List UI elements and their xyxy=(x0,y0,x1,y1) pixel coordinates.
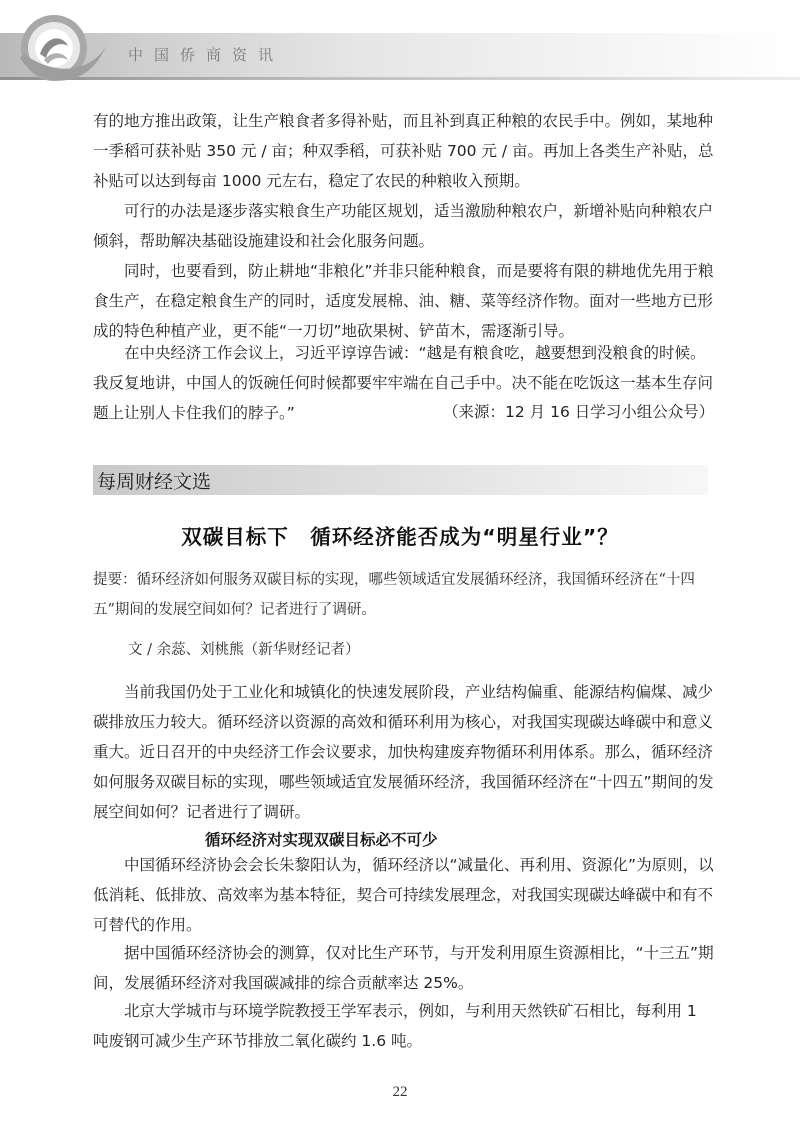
article-subheading: 循环经济对实现双碳目标必不可少 xyxy=(205,831,438,849)
paragraph: 有的地方推出政策，让生产粮食者多得补贴，而且补到真正种粮的农民手中。例如，某地种一季稻可获补贴 350 元 / 亩；种双季稻，可获补贴 700 元 / 亩。再加上各类生产补贴，总补贴可以达到每亩 1000 元左右，稳定了农民的种粮收入预期。 xyxy=(93,112,714,190)
section-label: 每周财经文选 xyxy=(97,471,212,493)
page-header xyxy=(0,0,800,90)
header-bar xyxy=(0,33,800,77)
paragraph: 在中央经济工作会议上，习近平谆谆告诫：“越是有粮食吃，越要想到没粮食的时候。我反复地讲，中国人的饭碗任何时候都要牢牢端在自己手中。决不能在吃饭这一基本生存问题上让别人卡住我们的脖子。” xyxy=(93,344,714,422)
article-title: 双碳目标下 循环经济能否成为“明星行业”？ xyxy=(181,525,619,549)
paragraph: 北京大学城市与环境学院教授王学军表示，例如，与利用天然铁矿石相比，每利用 1 吨废钢可减少生产环节排放二氧化碳约 1.6 吨。 xyxy=(93,1002,697,1050)
source-note: （来源：12 月 16 日学习小组公众号） xyxy=(443,403,715,421)
association-logo-icon xyxy=(10,6,110,88)
paragraph: 同时，也要看到，防止耕地“非粮化”并非只能种粮食，而是要将有限的耕地优先用于粮食生产，在稳定粮食生产的同时，适度发展棉、油、糖、菜等经济作物。面对一些地方已形成的特色种植产业，更不能“一刀切”地砍果树、铲苗木，需逐渐引导。 xyxy=(93,262,714,340)
paragraph: 可行的办法是逐步落实粮食生产功能区规划，适当激励种粮农户，新增补贴向种粮农户倾斜，帮助解决基础设施建设和社会化服务问题。 xyxy=(93,202,714,250)
header-title: 中国侨商资讯 xyxy=(128,46,285,64)
paragraph: 当前我国仍处于工业化和城镇化的快速发展阶段，产业结构偏重、能源结构偏煤、减少碳排放压力较大。循环经济以资源的高效和循环利用为核心，对我国实现碳达峰碳中和意义重大。近日召开的中央经济工作会议要求，加快构建废弃物循环利用体系。那么，循环经济如何服务双碳目标的实现，哪些领域适宜发展循环经济，我国循环经济在“十四五”期间的发展空间如何？记者进行了调研。 xyxy=(93,683,714,821)
article-abstract: 提要：循环经济如何服务双碳目标的实现，哪些领域适宜发展循环经济，我国循环经济在“十四五”期间的发展空间如何？记者进行了调研。 xyxy=(93,572,695,618)
paragraph: 据中国循环经济协会的测算，仅对比生产环节，与开发利用原生资源相比，“十三五”期间，发展循环经济对我国碳减排的综合贡献率达 25%。 xyxy=(93,944,714,992)
page-number: 22 xyxy=(392,1084,408,1100)
section-bar xyxy=(93,465,708,495)
paragraph: 中国循环经济协会会长朱黎阳认为，循环经济以“减量化、再利用、资源化”为原则，以低消耗、低排放、高效率为基本特征，契合可持续发展理念，对我国实现碳达峰碳中和有不可替代的作用。 xyxy=(93,856,714,934)
article-byline: 文 / 余蕊、刘桃熊（新华财经记者） xyxy=(128,642,360,658)
